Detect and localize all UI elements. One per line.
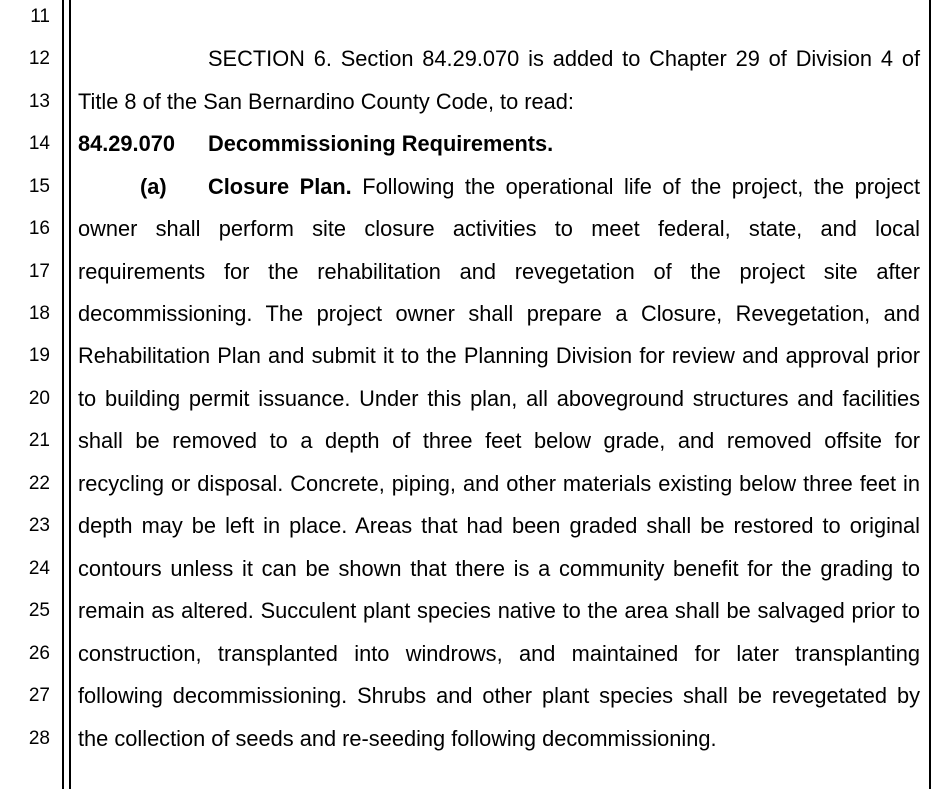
line-text-empty [78,0,920,38]
line-number: 20 [28,387,50,409]
body-text: depth may be left in place. Areas that had been graded shall be restored to original [78,513,920,539]
pleading-line-12 [0,38,952,80]
pleading-line-20 [0,378,952,420]
body-text: decommissioning. The project owner shall prepare a Closure, Revegetation, and [78,300,920,326]
line-number: 24 [28,557,50,579]
line-text [78,718,920,760]
line-text [78,166,920,208]
pleading-line-22 [0,463,952,505]
line-text [78,293,920,335]
body-text: owner shall perform site closure activities to meet federal, state, and local [78,216,920,242]
line-text [78,675,920,717]
body-text: remain as altered. Succulent plant species native to the area shall be salvaged prior to [78,598,920,624]
body-text: SECTION 6. Section 84.29.070 is added to Chapter 29 of Division 4 of [208,46,920,72]
line-text [78,81,920,123]
pleading-line-24 [0,548,952,590]
pleading-line-13 [0,81,952,123]
line-text [78,208,920,250]
pleading-line-21 [0,420,952,462]
section-heading: Decommissioning Requirements. [208,131,554,157]
body-text: shall be removed to a depth of three feet below grade, and removed offsite for [78,428,920,454]
pleading-line-16 [0,208,952,250]
line-number: 12 [28,48,50,70]
line-text [78,123,920,165]
line-number: 18 [28,302,50,324]
line-number: 23 [28,515,50,537]
body-text: to building permit issuance. Under this plan, all aboveground structures and facilities [78,385,920,411]
line-number: 17 [28,260,50,282]
line-text [78,463,920,505]
pleading-line-25 [0,590,952,632]
paragraph-subheading: Closure Plan. [208,173,352,199]
line-text [78,548,920,590]
body-text: construction, transplanted into windrows, and maintained for later transplanting [78,640,920,666]
line-text [78,590,920,632]
line-number: 11 [30,5,50,27]
line-text [78,335,920,377]
line-number: 15 [28,175,50,197]
body-text: recycling or disposal. Concrete, piping, and other materials existing below three feet in [78,470,920,496]
line-text [78,378,920,420]
pleading-line-26 [0,633,952,675]
paragraph-label: (a) [140,173,167,199]
body-text: Rehabilitation Plan and submit it to the Planning Division for review and approval prior [78,343,920,369]
body-text: following decommissioning. Shrubs and other plant species shall be revegetated by [78,683,920,709]
line-number: 26 [28,642,50,664]
pleading-line-28 [0,718,952,760]
line-text [78,633,920,675]
pleading-line-11 [0,0,952,38]
pleading-line-27 [0,675,952,717]
line-number: 28 [28,727,50,749]
line-number: 27 [28,685,50,707]
section-number: 84.29.070 [78,131,175,157]
line-number: 13 [28,90,50,112]
line-text [78,505,920,547]
line-number: 19 [28,345,50,367]
pleading-line-15 [0,166,952,208]
line-number: 14 [28,133,50,155]
line-text [78,420,920,462]
body-text: requirements for the rehabilitation and revegetation of the project site after [78,258,920,284]
pleading-line-19 [0,335,952,377]
line-number: 22 [28,472,50,494]
pleading-line-23 [0,505,952,547]
pleading-line-18 [0,293,952,335]
line-text [78,251,920,293]
line-number: 25 [28,600,50,622]
pleading-line-14 [0,123,952,165]
pleading-line-17 [0,251,952,293]
line-text [78,38,920,80]
body-text: Following the operational life of the project, the project [362,173,920,199]
line-number: 16 [28,218,50,240]
line-number: 21 [28,430,50,452]
body-text: the collection of seeds and re-seeding following decommissioning. [78,725,717,751]
body-text: Title 8 of the San Bernardino County Code, to read: [78,88,574,114]
body-text: contours unless it can be shown that there is a community benefit for the grading to [78,555,920,581]
